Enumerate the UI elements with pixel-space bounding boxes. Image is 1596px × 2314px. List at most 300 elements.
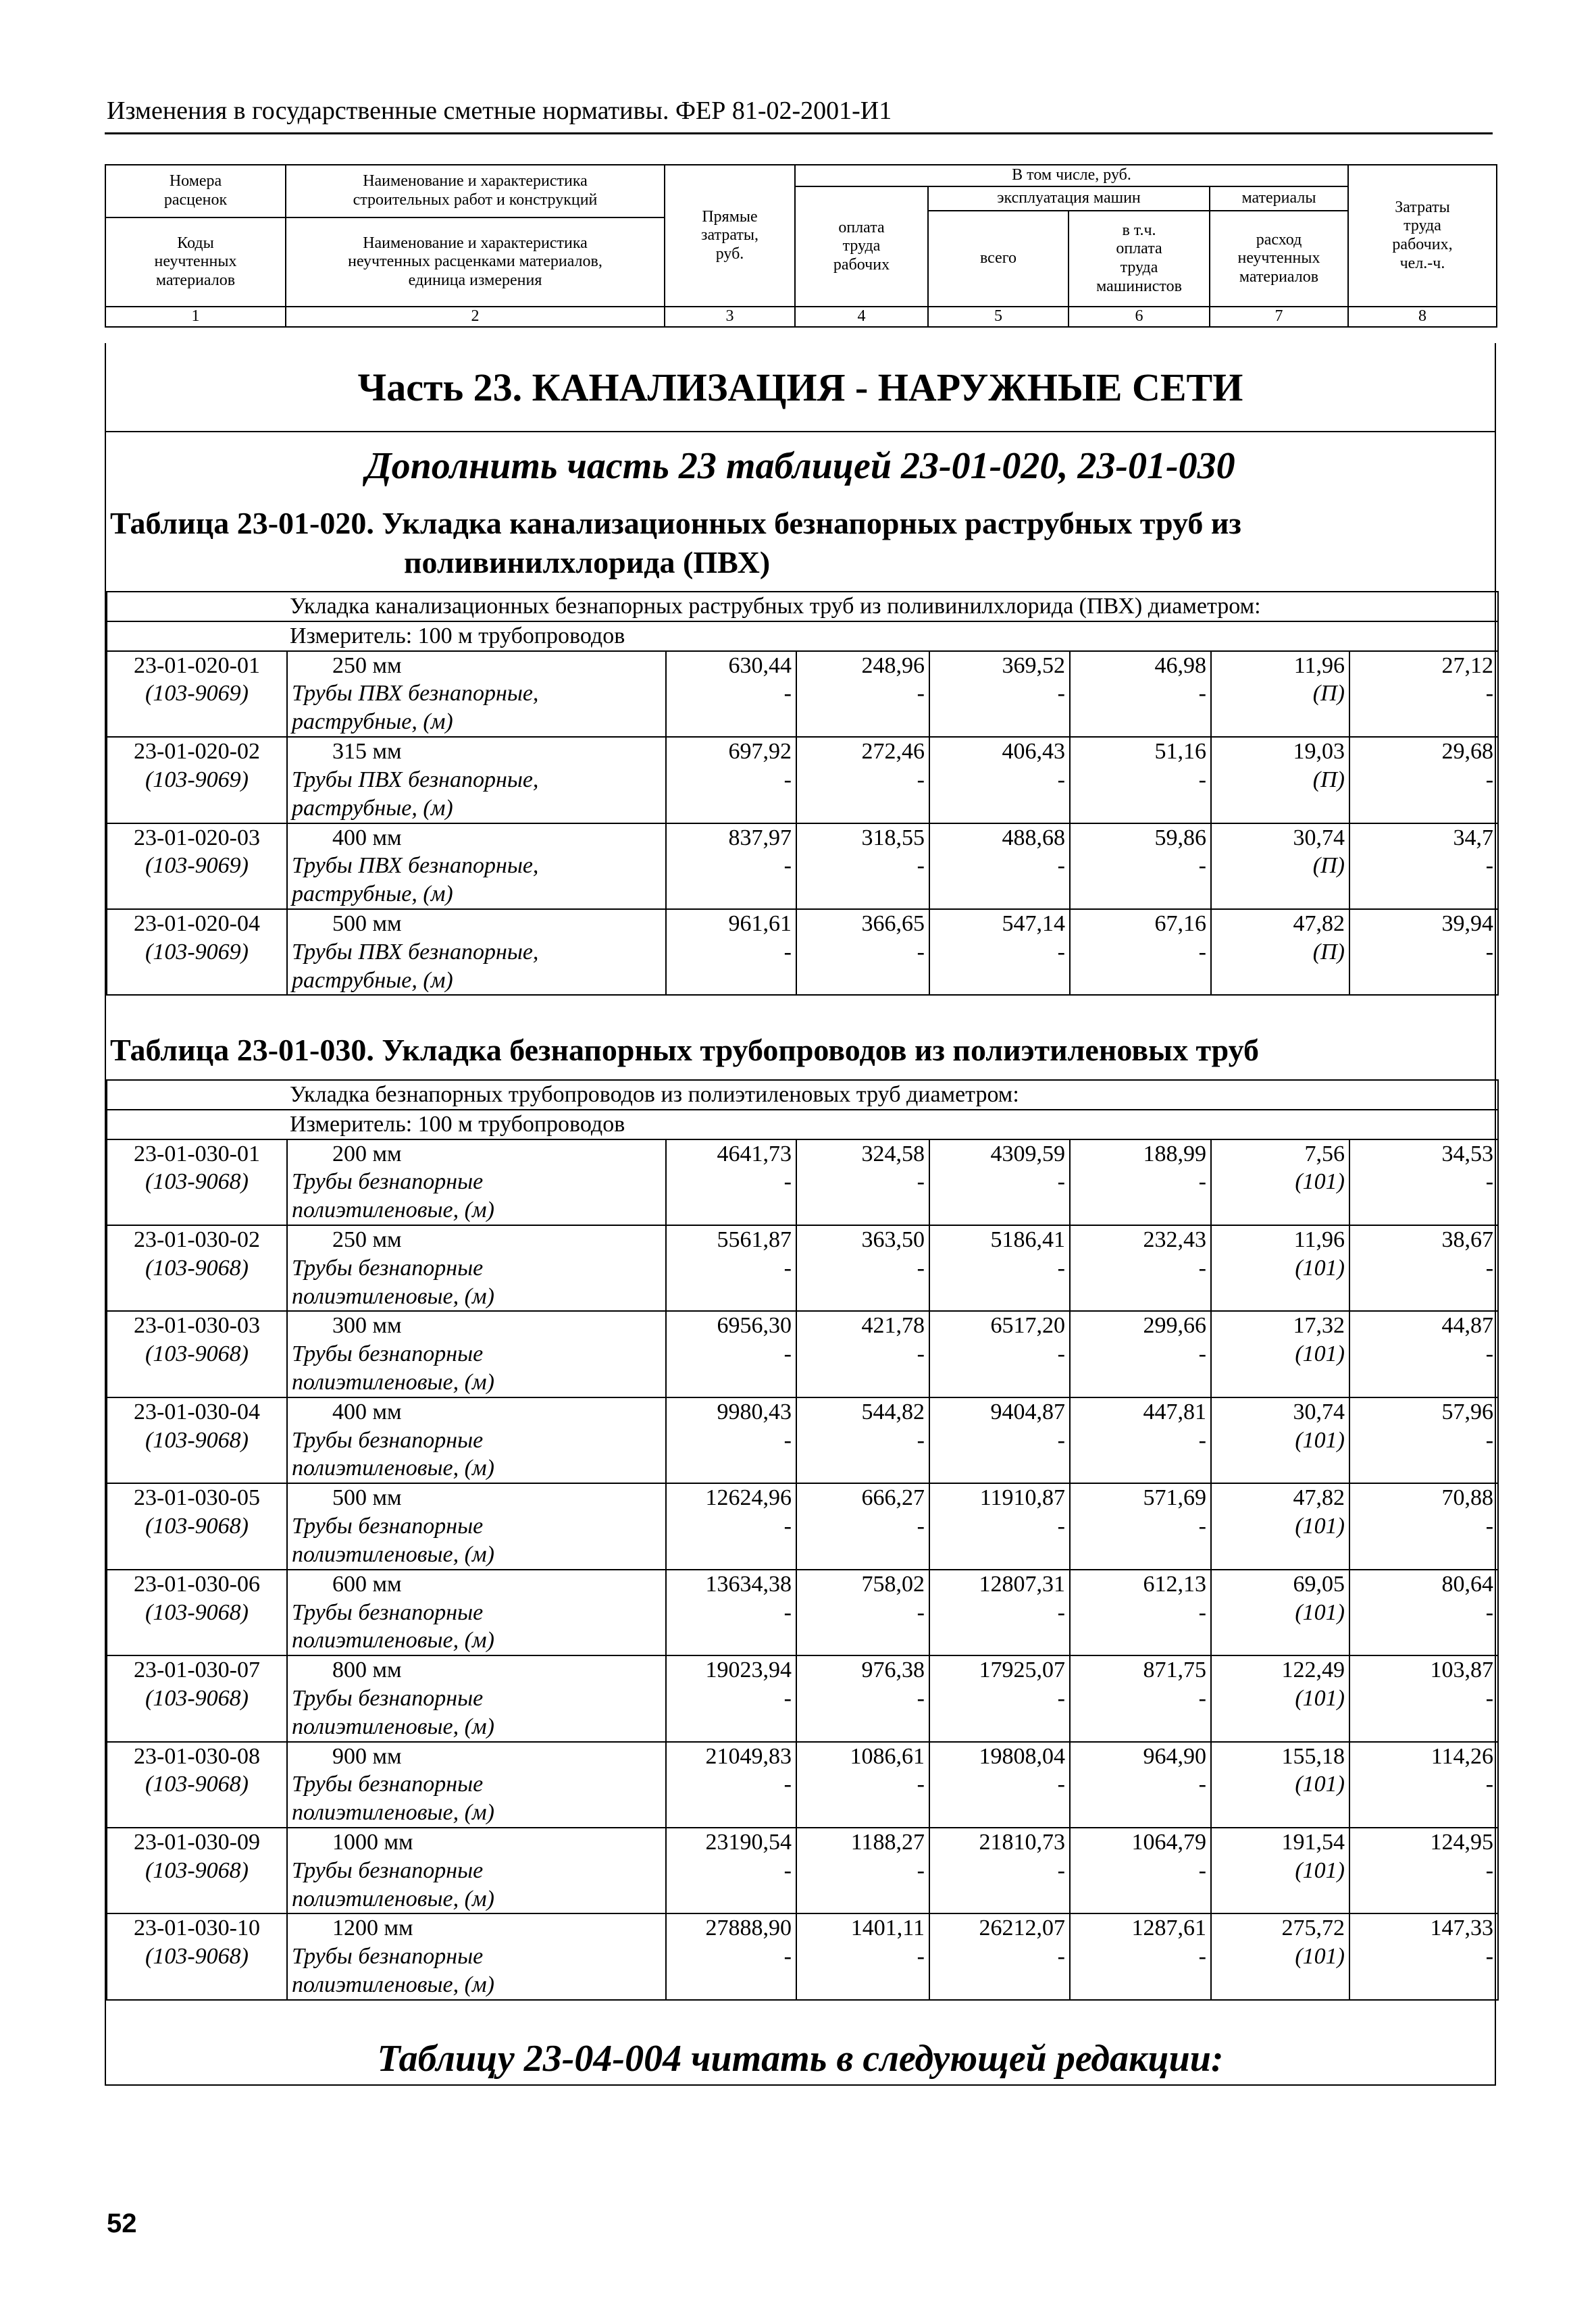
work-name-cell-mat2: полиэтиленовые, (м): [292, 1541, 494, 1567]
machinist-pay-cell-c6: 188,99: [1143, 1141, 1206, 1166]
incl-header: В том числе, руб.: [795, 165, 1348, 186]
machinist-pay-cell-c6: 1287,61: [1131, 1916, 1206, 1941]
labor-pay-cell-c4: 324,58: [861, 1141, 925, 1166]
materials-cell-c7: 11,96: [1293, 1227, 1345, 1252]
machines-total-cell-dash: -: [1057, 767, 1065, 792]
header-rule: [105, 132, 1493, 134]
machines-total-cell-dash: -: [1057, 853, 1065, 879]
machinist-pay-cell-dash: -: [1198, 939, 1206, 965]
machines-total-cell: [929, 737, 1070, 823]
direct-cost-cell-c3: 9980,43: [717, 1399, 792, 1424]
rate-code-cell: [107, 737, 287, 823]
rate-code-cell: [107, 1139, 287, 1225]
materials-cell: [1211, 1655, 1349, 1741]
work-name-cell-mat2: полиэтиленовые, (м): [292, 1628, 494, 1653]
page-number: 52: [107, 2209, 137, 2238]
machinist-pay-cell-c6: 67,16: [1154, 910, 1206, 936]
machines-total-cell-c5: 26212,07: [979, 1916, 1065, 1941]
materials-cell: [1211, 1225, 1349, 1311]
machines-total-cell-c5: 12807,31: [979, 1571, 1065, 1597]
rate-code-cell-mat_code: (103-9069): [145, 853, 249, 879]
machines-total-cell-c5: 9404,87: [990, 1399, 1065, 1424]
work-name-cell-size: 250 мм: [332, 1227, 402, 1252]
labor-hours-cell-dash: -: [1485, 1427, 1494, 1453]
work-name-cell-size: 315 мм: [332, 739, 402, 765]
labor-pay-cell-c4: 666,27: [861, 1485, 925, 1511]
machinist-pay-cell-c6: 232,43: [1143, 1227, 1206, 1252]
labor-hours-cell: [1349, 1570, 1498, 1655]
rate-code-cell-code: 23-01-030-05: [134, 1485, 260, 1511]
machines-total-cell-dash: -: [1057, 1599, 1065, 1625]
work-name-cell-mat2: полиэтиленовые, (м): [292, 1800, 494, 1826]
machinist-pay-cell: [1070, 1483, 1211, 1569]
materials-cell-c7b: (101): [1295, 1427, 1345, 1453]
machinist-pay-cell-dash: -: [1198, 1944, 1206, 1970]
page-header: Изменения в государственные сметные нормативы. ФЕР 81-02-2001-И1: [107, 97, 892, 125]
machines-total-cell: [929, 1828, 1070, 1913]
work-name-cell-mat1: Трубы безнапорные: [292, 1685, 484, 1711]
labor-hours-cell-c8: 27,12: [1441, 652, 1494, 678]
materials-cell: [1211, 1913, 1349, 1999]
labor-pay-cell-dash: -: [917, 939, 925, 965]
rate-code-cell-mat_code: (103-9069): [145, 767, 249, 792]
direct-cost-cell-c3: 5561,87: [717, 1227, 792, 1252]
materials-cell-c7: 275,72: [1281, 1916, 1345, 1941]
materials-cell: [1211, 1397, 1349, 1483]
rate-code-cell: [107, 651, 287, 737]
rate-code-cell-code: 23-01-030-09: [134, 1830, 260, 1855]
machines-total-cell-dash: -: [1057, 1514, 1065, 1539]
labor-pay-cell-c4: 1086,61: [850, 1743, 925, 1769]
labor-hours-cell-dash: -: [1485, 1685, 1494, 1711]
materials-cell-c7: 69,05: [1293, 1571, 1345, 1597]
direct-cost-cell: [666, 1139, 796, 1225]
table-row: [107, 909, 1498, 995]
work-name-cell-size: 600 мм: [332, 1571, 402, 1597]
col3-header: Прямые затраты, руб.: [665, 165, 795, 307]
machinist-pay-cell-c6: 964,90: [1143, 1743, 1206, 1769]
work-name-cell-mat1: Трубы безнапорные: [292, 1255, 484, 1281]
work-name-cell-size: 900 мм: [332, 1743, 402, 1769]
table1-measure: Измеритель: 100 м трубопроводов: [107, 621, 1498, 651]
labor-hours-cell: [1349, 737, 1498, 823]
rate-code-cell-mat_code: (103-9068): [145, 1427, 249, 1453]
direct-cost-cell: [666, 1828, 796, 1913]
table1-title-line2: поливинилхлорида (ПВХ): [404, 544, 771, 580]
rate-code-cell-code: 23-01-030-02: [134, 1227, 260, 1252]
machines-total-cell-dash: -: [1057, 939, 1065, 965]
machines-header: эксплуатация машин: [928, 186, 1210, 211]
labor-pay-cell: [796, 1483, 929, 1569]
col4-header: оплата труда рабочих: [795, 186, 928, 307]
labor-hours-cell-c8: 39,94: [1441, 910, 1494, 936]
work-name-cell-mat1: Трубы ПВХ безнапорные,: [292, 681, 539, 706]
labor-hours-cell-dash: -: [1485, 1944, 1494, 1970]
machinist-pay-cell-c6: 612,13: [1143, 1571, 1206, 1597]
work-name-cell: [287, 823, 666, 909]
machinist-pay-cell: [1070, 1570, 1211, 1655]
labor-pay-cell-dash: -: [917, 853, 925, 879]
machines-total-cell: [929, 1742, 1070, 1828]
machinist-pay-cell-dash: -: [1198, 767, 1206, 792]
machines-total-cell: [929, 1139, 1070, 1225]
labor-hours-cell-dash: -: [1485, 1772, 1494, 1797]
materials-cell-c7: 17,32: [1293, 1313, 1345, 1339]
direct-cost-cell-dash: -: [783, 767, 792, 792]
machinist-pay-cell: [1070, 909, 1211, 995]
work-name-cell: [287, 1828, 666, 1913]
rate-code-cell-mat_code: (103-9068): [145, 1944, 249, 1970]
bottom-note: Таблицу 23-04-004 читать в следующей редакции:: [377, 2038, 1224, 2080]
direct-cost-cell-c3: 23190,54: [705, 1830, 792, 1855]
labor-hours-cell: [1349, 1828, 1498, 1913]
col1-header-top: Номера расценок: [105, 165, 286, 217]
col2-header-bottom: Наименование и характеристика неучтенных расценками материалов, единица измерения: [286, 217, 665, 307]
machinist-pay-cell-c6: 51,16: [1154, 739, 1206, 765]
direct-cost-cell: [666, 1225, 796, 1311]
materials-cell: [1211, 909, 1349, 995]
materials-cell-c7b: (П): [1312, 681, 1345, 706]
table1-title-line1: Таблица 23-01-020. Укладка канализационных безнапорных раструбных труб из: [110, 506, 1241, 540]
table-row: [107, 737, 1498, 823]
labor-pay-cell-c4: 976,38: [861, 1657, 925, 1683]
machinist-pay-cell: [1070, 1397, 1211, 1483]
table-row: [107, 1483, 1498, 1569]
labor-pay-cell: [796, 1570, 929, 1655]
materials-cell-c7: 19,03: [1293, 739, 1345, 765]
work-name-cell-mat1: Трубы безнапорные: [292, 1857, 484, 1883]
labor-pay-cell-c4: 366,65: [861, 910, 925, 936]
labor-hours-cell-dash: -: [1485, 1599, 1494, 1625]
table2: [106, 1079, 1499, 2001]
table-row: [107, 651, 1498, 737]
machinist-pay-cell-dash: -: [1198, 1599, 1206, 1625]
direct-cost-cell-c3: 19023,94: [705, 1657, 792, 1683]
rate-code-cell: [107, 823, 287, 909]
labor-pay-cell-c4: 272,46: [861, 739, 925, 765]
col8-header: Затраты труда рабочих, чел.-ч.: [1348, 165, 1497, 307]
labor-hours-cell: [1349, 651, 1498, 737]
work-name-cell-mat2: полиэтиленовые, (м): [292, 1456, 494, 1481]
work-name-cell-size: 1000 мм: [332, 1830, 413, 1855]
labor-hours-cell-c8: 29,68: [1441, 739, 1494, 765]
machinist-pay-cell: [1070, 651, 1211, 737]
labor-hours-cell-c8: 38,67: [1441, 1227, 1494, 1252]
add-title: Дополнить часть 23 таблицей 23-01-020, 23-01-030: [365, 445, 1235, 487]
table-row: [107, 1655, 1498, 1741]
work-name-cell: [287, 1311, 666, 1397]
materials-cell-c7: 30,74: [1293, 1399, 1345, 1424]
rate-code-cell: [107, 1225, 287, 1311]
labor-hours-cell-c8: 124,95: [1430, 1830, 1494, 1855]
work-name-cell: [287, 1225, 666, 1311]
machines-total-cell-c5: 21810,73: [979, 1830, 1065, 1855]
machinist-pay-cell: [1070, 1225, 1211, 1311]
materials-cell-c7b: (101): [1295, 1514, 1345, 1539]
materials-cell-c7b: (101): [1295, 1255, 1345, 1281]
machines-total-cell-c5: 19808,04: [979, 1743, 1065, 1769]
machines-total-cell-c5: 5186,41: [990, 1227, 1065, 1252]
labor-pay-cell-c4: 1188,27: [850, 1830, 925, 1855]
column-header-table: [105, 164, 1497, 328]
materials-cell: [1211, 1139, 1349, 1225]
rate-code-cell-mat_code: (103-9069): [145, 681, 249, 706]
labor-hours-cell-c8: 70,88: [1441, 1485, 1494, 1511]
labor-hours-cell: [1349, 909, 1498, 995]
direct-cost-cell-dash: -: [783, 1341, 792, 1367]
col5-header: всего: [928, 211, 1069, 307]
table-row: [107, 1139, 1498, 1225]
machinist-pay-cell-c6: 447,81: [1143, 1399, 1206, 1424]
col-num-1: 1: [105, 307, 286, 327]
direct-cost-cell-c3: 21049,83: [705, 1743, 792, 1769]
part-title: Часть 23. КАНАЛИЗАЦИЯ - НАРУЖНЫЕ СЕТИ: [106, 343, 1495, 432]
direct-cost-cell: [666, 909, 796, 995]
work-name-cell-mat1: Трубы ПВХ безнапорные,: [292, 767, 539, 792]
direct-cost-cell-c3: 961,61: [728, 910, 792, 936]
col-num-8: 8: [1348, 307, 1497, 327]
rate-code-cell-code: 23-01-030-07: [134, 1657, 260, 1683]
direct-cost-cell-dash: -: [783, 939, 792, 965]
materials-cell-c7: 47,82: [1293, 910, 1345, 936]
machinist-pay-cell-c6: 59,86: [1154, 825, 1206, 850]
labor-pay-cell: [796, 1828, 929, 1913]
work-name-cell-size: 200 мм: [332, 1141, 402, 1166]
machines-total-cell-c5: 4309,59: [990, 1141, 1065, 1166]
machinist-pay-cell-c6: 1064,79: [1131, 1830, 1206, 1855]
labor-pay-cell: [796, 909, 929, 995]
table2-title: Таблица 23-01-030. Укладка безнапорных трубопроводов из полиэтиленовых труб: [110, 1033, 1259, 1068]
work-name-cell-mat2: полиэтиленовые, (м): [292, 1972, 494, 1998]
table-row: [107, 1397, 1498, 1483]
work-name-cell-mat1: Трубы безнапорные: [292, 1427, 484, 1453]
machinist-pay-cell: [1070, 1828, 1211, 1913]
work-name-cell-size: 800 мм: [332, 1657, 402, 1683]
materials-cell-c7: 155,18: [1281, 1743, 1345, 1769]
direct-cost-cell-dash: -: [783, 1772, 792, 1797]
materials-cell: [1211, 1311, 1349, 1397]
col7-header: расход неучтенных материалов: [1210, 211, 1348, 307]
direct-cost-cell-c3: 837,97: [728, 825, 792, 850]
labor-hours-cell: [1349, 823, 1498, 909]
labor-pay-cell-dash: -: [917, 767, 925, 792]
work-name-cell-mat1: Трубы безнапорные: [292, 1169, 484, 1195]
machines-total-cell-c5: 547,14: [1002, 910, 1065, 936]
work-name-cell-mat2: полиэтиленовые, (м): [292, 1370, 494, 1395]
labor-pay-cell-dash: -: [917, 1599, 925, 1625]
direct-cost-cell: [666, 651, 796, 737]
labor-pay-cell: [796, 1913, 929, 1999]
materials-cell-c7b: (101): [1295, 1685, 1345, 1711]
labor-pay-cell-c4: 1401,11: [850, 1916, 925, 1941]
machines-total-cell: [929, 1570, 1070, 1655]
materials-cell: [1211, 651, 1349, 737]
labor-hours-cell-dash: -: [1485, 1255, 1494, 1281]
direct-cost-cell-c3: 6956,30: [717, 1313, 792, 1339]
machinist-pay-cell-dash: -: [1198, 681, 1206, 706]
table1: [106, 591, 1499, 996]
direct-cost-cell: [666, 1655, 796, 1741]
labor-hours-cell-c8: 57,96: [1441, 1399, 1494, 1424]
machinist-pay-cell-dash: -: [1198, 1169, 1206, 1195]
table2-measure: Измеритель: 100 м трубопроводов: [107, 1110, 1498, 1139]
direct-cost-cell: [666, 1913, 796, 1999]
work-name-cell-mat1: Трубы безнапорные: [292, 1341, 484, 1367]
direct-cost-cell: [666, 1570, 796, 1655]
labor-pay-cell: [796, 1655, 929, 1741]
materials-cell-c7: 122,49: [1281, 1657, 1345, 1683]
materials-cell-c7b: (П): [1312, 767, 1345, 792]
machinist-pay-cell-c6: 571,69: [1143, 1485, 1206, 1511]
direct-cost-cell-c3: 630,44: [728, 652, 792, 678]
work-name-cell: [287, 651, 666, 737]
col-num-5: 5: [928, 307, 1069, 327]
machines-total-cell: [929, 1311, 1070, 1397]
rate-code-cell: [107, 1397, 287, 1483]
machines-total-cell-c5: 6517,20: [990, 1313, 1065, 1339]
work-name-cell: [287, 909, 666, 995]
work-name-cell: [287, 1742, 666, 1828]
direct-cost-cell-dash: -: [783, 1685, 792, 1711]
labor-pay-cell: [796, 651, 929, 737]
labor-hours-cell: [1349, 1655, 1498, 1741]
materials-cell-c7b: (П): [1312, 939, 1345, 965]
labor-hours-cell: [1349, 1311, 1498, 1397]
machines-total-cell-dash: -: [1057, 1341, 1065, 1367]
rate-code-cell-code: 23-01-030-03: [134, 1313, 260, 1339]
labor-hours-cell-c8: 80,64: [1441, 1571, 1494, 1597]
table-row: [107, 1742, 1498, 1828]
machines-total-cell-c5: 369,52: [1002, 652, 1065, 678]
labor-hours-cell-dash: -: [1485, 939, 1494, 965]
labor-pay-cell-c4: 421,78: [861, 1313, 925, 1339]
rate-code-cell: [107, 1913, 287, 1999]
table-row: [107, 1570, 1498, 1655]
labor-hours-cell-c8: 34,7: [1453, 825, 1494, 850]
labor-pay-cell-dash: -: [917, 1857, 925, 1883]
machinist-pay-cell: [1070, 823, 1211, 909]
machines-total-cell-dash: -: [1057, 681, 1065, 706]
labor-pay-cell: [796, 1742, 929, 1828]
document-body: [105, 343, 1496, 2086]
col-num-6: 6: [1069, 307, 1210, 327]
direct-cost-cell-dash: -: [783, 681, 792, 706]
machinist-pay-cell-c6: 46,98: [1154, 652, 1206, 678]
rate-code-cell-mat_code: (103-9068): [145, 1599, 249, 1625]
labor-hours-cell-c8: 103,87: [1430, 1657, 1494, 1683]
labor-hours-cell-dash: -: [1485, 681, 1494, 706]
table2-description: Укладка безнапорных трубопроводов из полиэтиленовых труб диаметром:: [107, 1080, 1498, 1110]
table1-description: Укладка канализационных безнапорных раструбных труб из поливинилхлорида (ПВХ) диаметром:: [107, 592, 1498, 621]
labor-pay-cell: [796, 1397, 929, 1483]
work-name-cell: [287, 1570, 666, 1655]
machines-total-cell-dash: -: [1057, 1772, 1065, 1797]
rate-code-cell-mat_code: (103-9068): [145, 1857, 249, 1883]
materials-header: материалы: [1210, 186, 1348, 211]
labor-pay-cell: [796, 737, 929, 823]
materials-cell-c7b: (101): [1295, 1341, 1345, 1367]
work-name-cell-mat1: Трубы безнапорные: [292, 1944, 484, 1970]
materials-cell-c7: 11,96: [1293, 652, 1345, 678]
materials-cell: [1211, 1742, 1349, 1828]
rate-code-cell-code: 23-01-030-10: [134, 1916, 260, 1941]
materials-cell: [1211, 1570, 1349, 1655]
direct-cost-cell: [666, 1397, 796, 1483]
machines-total-cell: [929, 1913, 1070, 1999]
machinist-pay-cell-dash: -: [1198, 1685, 1206, 1711]
labor-hours-cell: [1349, 1139, 1498, 1225]
rate-code-cell-code: 23-01-030-01: [134, 1141, 260, 1166]
machines-total-cell-dash: -: [1057, 1255, 1065, 1281]
machines-total-cell: [929, 651, 1070, 737]
table1-title: [106, 500, 1495, 582]
work-name-cell: [287, 1139, 666, 1225]
machinist-pay-cell: [1070, 1655, 1211, 1741]
machinist-pay-cell-dash: -: [1198, 1255, 1206, 1281]
work-name-cell-mat1: Трубы безнапорные: [292, 1772, 484, 1797]
table-row: [107, 1311, 1498, 1397]
materials-cell-c7b: (101): [1295, 1169, 1345, 1195]
machines-total-cell-c5: 17925,07: [979, 1657, 1065, 1683]
labor-pay-cell-dash: -: [917, 1685, 925, 1711]
work-name-cell-mat2: раструбные, (м): [292, 967, 453, 993]
col-num-7: 7: [1210, 307, 1348, 327]
labor-hours-cell: [1349, 1397, 1498, 1483]
materials-cell-c7b: (101): [1295, 1944, 1345, 1970]
labor-pay-cell: [796, 1225, 929, 1311]
work-name-cell-mat2: полиэтиленовые, (м): [292, 1198, 494, 1223]
machines-total-cell-dash: -: [1057, 1169, 1065, 1195]
direct-cost-cell-dash: -: [783, 1427, 792, 1453]
work-name-cell: [287, 1655, 666, 1741]
labor-hours-cell-dash: -: [1485, 1857, 1494, 1883]
table-row: [107, 1913, 1498, 1999]
labor-hours-cell: [1349, 1483, 1498, 1569]
labor-hours-cell-dash: -: [1485, 1341, 1494, 1367]
work-name-cell-mat1: Трубы ПВХ безнапорные,: [292, 939, 539, 965]
rate-code-cell: [107, 1828, 287, 1913]
machines-total-cell: [929, 823, 1070, 909]
direct-cost-cell-dash: -: [783, 1857, 792, 1883]
direct-cost-cell-dash: -: [783, 1599, 792, 1625]
work-name-cell: [287, 1397, 666, 1483]
work-name-cell-mat2: раструбные, (м): [292, 795, 453, 821]
direct-cost-cell: [666, 1311, 796, 1397]
labor-pay-cell-dash: -: [917, 681, 925, 706]
work-name-cell-mat1: Трубы безнапорные: [292, 1599, 484, 1625]
labor-pay-cell: [796, 823, 929, 909]
labor-pay-cell-c4: 248,96: [861, 652, 925, 678]
labor-pay-cell-dash: -: [917, 1341, 925, 1367]
labor-pay-cell-c4: 544,82: [861, 1399, 925, 1424]
labor-pay-cell-c4: 363,50: [861, 1227, 925, 1252]
rate-code-cell-mat_code: (103-9068): [145, 1169, 249, 1195]
work-name-cell-size: 400 мм: [332, 1399, 402, 1424]
machines-total-cell-c5: 406,43: [1002, 739, 1065, 765]
work-name-cell-mat1: Трубы ПВХ безнапорные,: [292, 853, 539, 879]
machines-total-cell-c5: 488,68: [1002, 825, 1065, 850]
machines-total-cell-c5: 11910,87: [979, 1485, 1065, 1511]
machinist-pay-cell-c6: 871,75: [1143, 1657, 1206, 1683]
materials-cell: [1211, 1828, 1349, 1913]
materials-cell-c7b: (101): [1295, 1599, 1345, 1625]
materials-cell-c7: 47,82: [1293, 1485, 1345, 1511]
labor-pay-cell-dash: -: [917, 1427, 925, 1453]
machinist-pay-cell: [1070, 1139, 1211, 1225]
direct-cost-cell-dash: -: [783, 853, 792, 879]
labor-hours-cell-c8: 34,53: [1441, 1141, 1494, 1166]
rate-code-cell: [107, 1570, 287, 1655]
